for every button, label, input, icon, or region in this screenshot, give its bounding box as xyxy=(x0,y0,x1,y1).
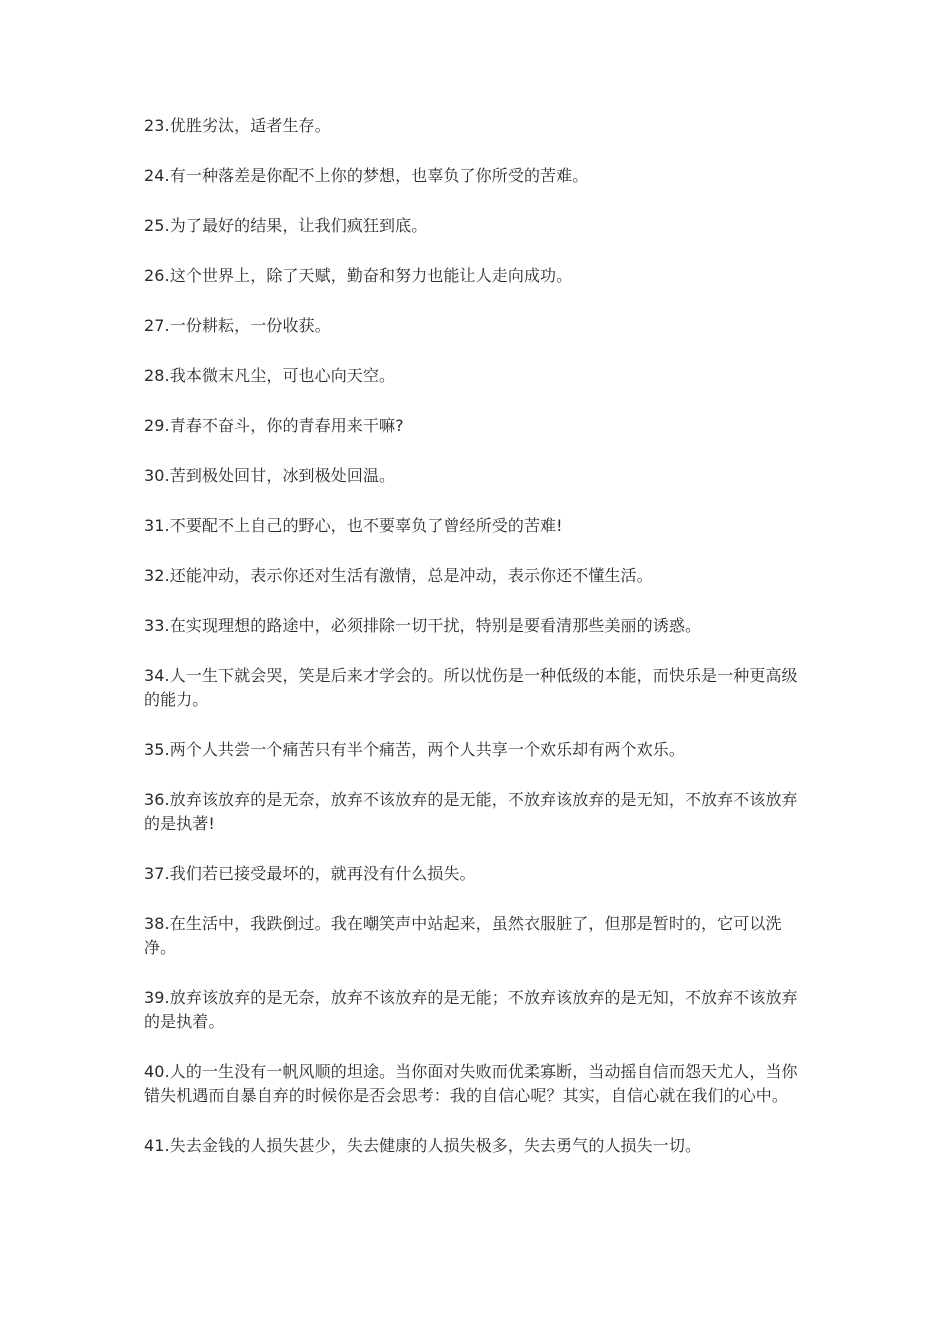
paragraph-39: 39.放弃该放弃的是无奈，放弃不该放弃的是无能；不放弃该放弃的是无知，不放弃不该放弃的是执着。 xyxy=(144,988,798,1031)
paragraph-35: 35.两个人共尝一个痛苦只有半个痛苦，两个人共享一个欢乐却有两个欢乐。 xyxy=(144,740,685,759)
paragraph-40: 40.人的一生没有一帆风顺的坦途。当你面对失败而优柔寡断，当动摇自信而怨天尤人，当你错失机遇而自暴自弃的时候你是否会思考：我的自信心呢？其实，自信心就在我们的心中。 xyxy=(144,1062,798,1105)
paragraph-23: 23.优胜劣汰，适者生存。 xyxy=(144,116,331,135)
paragraph-34: 34.人一生下就会哭，笑是后来才学会的。所以忧伤是一种低级的本能，而快乐是一种更高级的能力。 xyxy=(144,666,798,709)
paragraph-29: 29.青春不奋斗，你的青春用来干嘛? xyxy=(144,416,404,435)
paragraph-41: 41.失去金钱的人损失甚少，失去健康的人损失极多，失去勇气的人损失一切。 xyxy=(144,1136,702,1155)
paragraph-30: 30.苦到极处回甘，冰到极处回温。 xyxy=(144,466,396,485)
paragraph-27: 27.一份耕耘，一份收获。 xyxy=(144,316,331,335)
paragraph-33: 33.在实现理想的路途中，必须排除一切干扰，特别是要看清那些美丽的诱惑。 xyxy=(144,616,702,635)
document-body xyxy=(144,114,808,1184)
paragraph-37: 37.我们若已接受最坏的，就再没有什么损失。 xyxy=(144,864,476,883)
paragraph-31: 31.不要配不上自己的野心，也不要辜负了曾经所受的苦难! xyxy=(144,516,563,535)
paragraph-24: 24.有一种落差是你配不上你的梦想，也辜负了你所受的苦难。 xyxy=(144,166,589,185)
paragraph-38: 38.在生活中，我跌倒过。我在嘲笑声中站起来，虽然衣服脏了，但那是暂时的，它可以洗净。 xyxy=(144,914,782,957)
paragraph-32: 32.还能冲动，表示你还对生活有激情，总是冲动，表示你还不懂生活。 xyxy=(144,566,653,585)
paragraph-26: 26.这个世界上，除了天赋，勤奋和努力也能让人走向成功。 xyxy=(144,266,573,285)
paragraph-28: 28.我本微末凡尘，可也心向天空。 xyxy=(144,366,396,385)
paragraph-25: 25.为了最好的结果，让我们疯狂到底。 xyxy=(144,216,428,235)
paragraph-36: 36.放弃该放弃的是无奈，放弃不该放弃的是无能，不放弃该放弃的是无知，不放弃不该放弃的是执著! xyxy=(144,790,798,833)
